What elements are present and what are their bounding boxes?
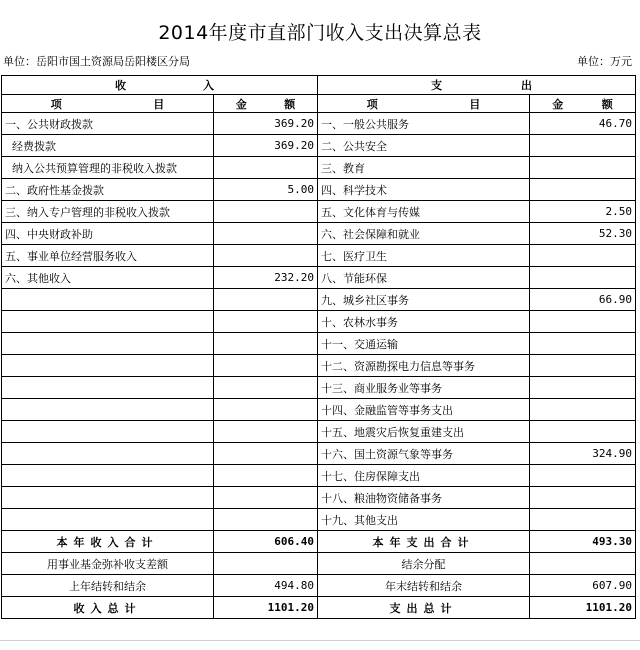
expense-item: 三、教育 (318, 157, 530, 179)
table-row (2, 113, 636, 135)
income-amount (214, 223, 318, 245)
table-row (2, 201, 636, 223)
budget-table (1, 75, 636, 619)
income-amount (214, 377, 318, 399)
expense-amount: 324.90 (530, 443, 636, 465)
expense-section-header: 支 出 (318, 76, 636, 95)
income-item: 三、纳入专户管理的非税收入拨款 (2, 201, 214, 223)
income-amount (214, 487, 318, 509)
expense-item: 九、城乡社区事务 (318, 289, 530, 311)
income-item: 六、其他收入 (2, 267, 214, 289)
expense-item: 十五、地震灾后恢复重建支出 (318, 421, 530, 443)
expense-amount (530, 245, 636, 267)
expense-subtotal-label: 本年支出合计 (318, 531, 530, 553)
expense-amount (530, 487, 636, 509)
income-amount (214, 289, 318, 311)
income-amount: 369.20 (214, 135, 318, 157)
column-header-row (2, 95, 636, 113)
expense-amount (530, 135, 636, 157)
income-item (2, 399, 214, 421)
carryover-in-label: 上年结转和结余 (2, 575, 214, 597)
expense-item: 十二、资源勘探电力信息等事务 (318, 355, 530, 377)
income-amount (214, 157, 318, 179)
income-subtotal-label: 本年收入合计 (2, 531, 214, 553)
income-amount (214, 355, 318, 377)
expense-subtotal-value: 493.30 (530, 531, 636, 553)
table-row (2, 157, 636, 179)
income-item (2, 355, 214, 377)
fund-row (2, 553, 636, 575)
income-item: 一、公共财政拨款 (2, 113, 214, 135)
table-row (2, 355, 636, 377)
carryover-out-label: 年末结转和结余 (318, 575, 530, 597)
table-row (2, 179, 636, 201)
income-subtotal-value: 606.40 (214, 531, 318, 553)
expense-item: 十三、商业服务业等事务 (318, 377, 530, 399)
subtotal-row (2, 531, 636, 553)
expense-amount: 46.70 (530, 113, 636, 135)
fund-label: 用事业基金弥补收支差额 (2, 553, 214, 575)
unit-currency: 单位：万元 (577, 55, 632, 68)
income-amount (214, 465, 318, 487)
expense-amount: 2.50 (530, 201, 636, 223)
income-amount (214, 201, 318, 223)
expense-amount (530, 355, 636, 377)
surplus-distribution-label: 结余分配 (318, 553, 530, 575)
table-row (2, 223, 636, 245)
expense-item: 十一、交通运输 (318, 333, 530, 355)
income-item (2, 443, 214, 465)
income-amount-header: 金 额 (214, 95, 318, 113)
income-amount (214, 421, 318, 443)
income-item: 经费拨款 (2, 135, 214, 157)
table-row (2, 267, 636, 289)
income-item (2, 487, 214, 509)
income-item (2, 509, 214, 531)
table-row (2, 333, 636, 355)
expense-item: 十四、金融监管等事务支出 (318, 399, 530, 421)
expense-item: 十九、其他支出 (318, 509, 530, 531)
table-row (2, 421, 636, 443)
carryover-row (2, 575, 636, 597)
table-row (2, 289, 636, 311)
expense-amount (530, 399, 636, 421)
surplus-distribution-value (530, 553, 636, 575)
expense-item: 十六、国土资源气象等事务 (318, 443, 530, 465)
grand-total-row (2, 597, 636, 619)
income-amount: 232.20 (214, 267, 318, 289)
income-item (2, 333, 214, 355)
expense-amount (530, 421, 636, 443)
income-total-label: 收入总计 (2, 597, 214, 619)
section-header-row (2, 76, 636, 95)
expense-item: 六、社会保障和就业 (318, 223, 530, 245)
table-row (2, 245, 636, 267)
table-row (2, 487, 636, 509)
income-item: 二、政府性基金拨款 (2, 179, 214, 201)
income-item (2, 465, 214, 487)
income-item (2, 289, 214, 311)
table-row (2, 135, 636, 157)
expense-amount (530, 377, 636, 399)
report-title: 2014年度市直部门收入支出决算总表 (158, 22, 482, 44)
table-row (2, 377, 636, 399)
income-amount (214, 245, 318, 267)
expense-amount (530, 333, 636, 355)
income-item (2, 311, 214, 333)
expense-amount (530, 267, 636, 289)
table-row (2, 509, 636, 531)
income-item-header: 项 目 (2, 95, 214, 113)
income-total-value: 1101.20 (214, 597, 318, 619)
expense-item: 八、节能环保 (318, 267, 530, 289)
expense-item: 七、医疗卫生 (318, 245, 530, 267)
income-amount (214, 333, 318, 355)
expense-item: 一、一般公共服务 (318, 113, 530, 135)
income-amount: 5.00 (214, 179, 318, 201)
expense-item: 十七、住房保障支出 (318, 465, 530, 487)
expense-item: 十八、粮油物资储备事务 (318, 487, 530, 509)
expense-total-value: 1101.20 (530, 597, 636, 619)
sheet-bottom-divider (0, 640, 640, 641)
income-item: 四、中央财政补助 (2, 223, 214, 245)
carryover-in-value: 494.80 (214, 575, 318, 597)
expense-item: 十、农林水事务 (318, 311, 530, 333)
expense-amount (530, 311, 636, 333)
income-amount: 369.20 (214, 113, 318, 135)
expense-amount-header: 金 额 (530, 95, 636, 113)
income-item: 五、事业单位经营服务收入 (2, 245, 214, 267)
expense-item: 四、科学技术 (318, 179, 530, 201)
income-section-header: 收 入 (2, 76, 318, 95)
table-row (2, 399, 636, 421)
table-row (2, 311, 636, 333)
expense-item-header: 项 目 (318, 95, 530, 113)
income-item (2, 421, 214, 443)
expense-item: 二、公共安全 (318, 135, 530, 157)
unit-organization: 单位：岳阳市国土资源局岳阳楼区分局 (3, 55, 190, 68)
expense-amount: 52.30 (530, 223, 636, 245)
table-row (2, 443, 636, 465)
expense-amount (530, 157, 636, 179)
expense-amount: 66.90 (530, 289, 636, 311)
income-item: 纳入公共预算管理的非税收入拨款 (2, 157, 214, 179)
income-amount (214, 311, 318, 333)
expense-amount (530, 509, 636, 531)
income-item (2, 377, 214, 399)
expense-amount (530, 179, 636, 201)
carryover-out-value: 607.90 (530, 575, 636, 597)
fund-value (214, 553, 318, 575)
income-amount (214, 509, 318, 531)
expense-amount (530, 465, 636, 487)
income-amount (214, 443, 318, 465)
income-amount (214, 399, 318, 421)
expense-total-label: 支出总计 (318, 597, 530, 619)
table-row (2, 465, 636, 487)
expense-item: 五、文化体育与传媒 (318, 201, 530, 223)
